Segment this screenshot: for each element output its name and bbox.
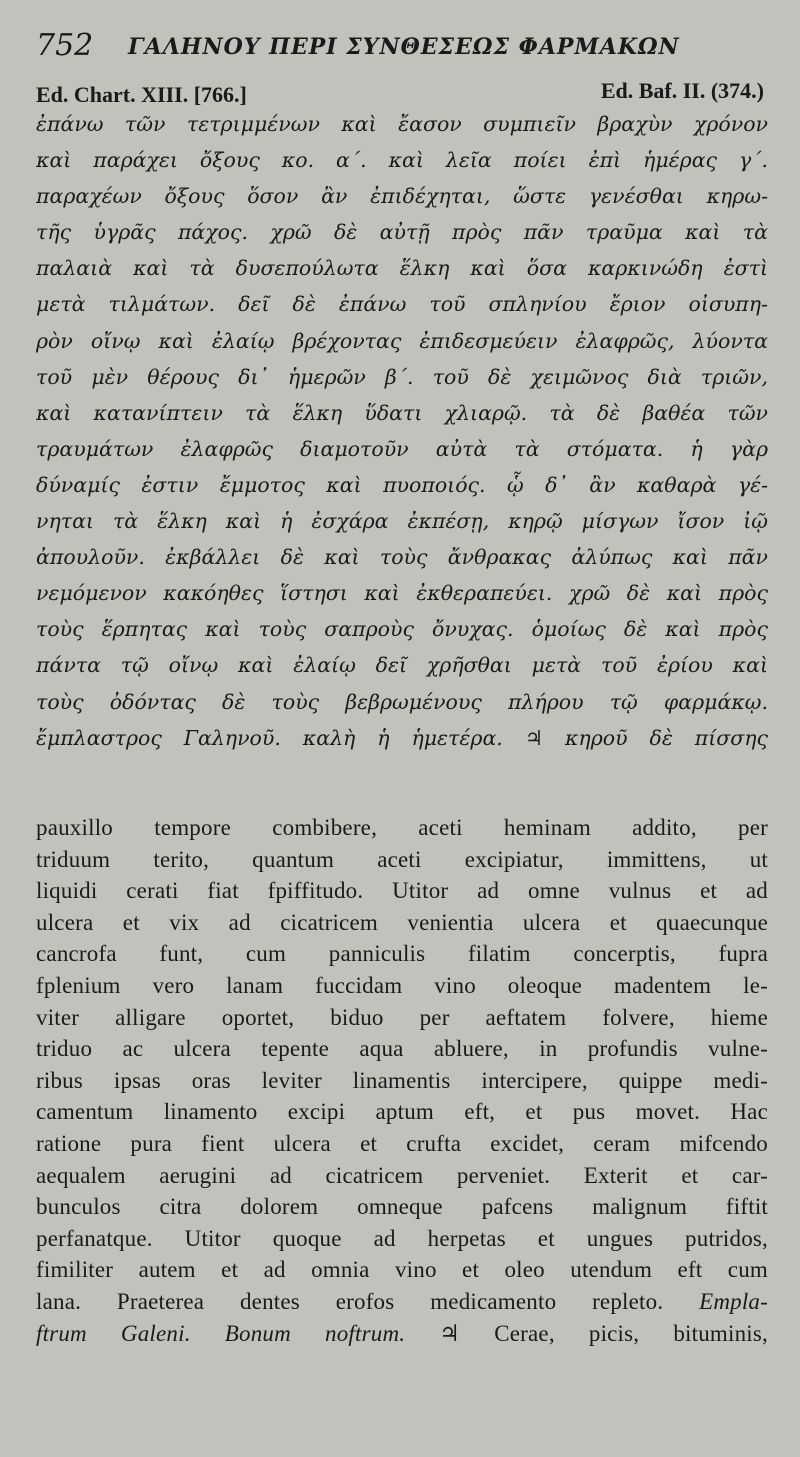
latin-text-segment: ulcera et vix ad cicatricem venientia ulcera et quaecunque [36, 909, 768, 935]
latin-text-segment: liquidi cerati fiat fpiffitudo. Utitor ad omne vulnus et ad [36, 878, 768, 904]
latin-text-line [36, 1223, 768, 1255]
latin-text-segment: triduo ac ulcera tepente aqua abluere, in profundis vulne- [36, 1036, 768, 1062]
latin-text-line [36, 844, 768, 876]
greek-text-line: τῆς ὑγρᾶς πάχος. χρῶ δὲ αὐτῇ πρὸς πᾶν τραῦμα καὶ τὰ [36, 220, 768, 245]
latin-text-line [36, 970, 768, 1002]
latin-italic-heading: ftrum Galeni. Bonum noftrum. [36, 1320, 406, 1346]
greek-text-line: παραχέων ὄξους ὅσον ἂν ἐπιδέχηται, ὥστε γενέσθαι κηρω- [36, 184, 768, 209]
latin-text-line [36, 907, 768, 939]
latin-text-segment: triduum terito, quantum aceti excipiatur, immittens, ut [36, 846, 768, 872]
latin-text-segment: camentum linamento excipi aptum eft, et pus movet. Hac [36, 1099, 768, 1125]
latin-text-line [36, 1033, 768, 1065]
greek-text-line: καὶ παράχει ὄξους κο. α΄. καὶ λεῖα ποίει ἐπὶ ἡμέρας γ΄. [36, 148, 768, 173]
latin-recipe-start: ♃ Cerae, picis, bituminis, [439, 1320, 768, 1346]
latin-text-line [36, 875, 768, 907]
latin-text-segment: aequalem aerugini ad cicatricem perveniet. Exterit et car- [36, 1162, 768, 1188]
latin-text-line [36, 1128, 768, 1160]
latin-text-line [36, 1002, 768, 1034]
greek-text-line: ρὸν οἴνῳ καὶ ἐλαίῳ βρέχοντας ἐπιδεσμεύειν ἐλαφρῶς, λύοντα [36, 328, 768, 353]
latin-text-line [36, 1160, 768, 1192]
greek-text-line: τοὺς ὀδόντας δὲ τοὺς βεβρωμένους πλήρου τῷ φαρμάκῳ. [36, 689, 768, 714]
greek-text-line: πάντα τῷ οἴνῳ καὶ ἐλαίῳ δεῖ χρῆσθαι μετὰ τοῦ ἐρίου καὶ [36, 653, 768, 678]
latin-text-segment: cancrofa funt, cum panniculis filatim concerptis, fupra [36, 941, 768, 967]
latin-text-line [36, 1096, 768, 1128]
latin-text-block [36, 812, 768, 1349]
latin-text-line [36, 1191, 768, 1223]
greek-text-line: τοὺς ἕρπητας καὶ τοὺς σαπροὺς ὄνυχας. ὁμοίως δὲ καὶ πρὸς [36, 617, 768, 642]
latin-italic-heading: Empla- [699, 1288, 768, 1314]
running-title: ΓΑΛΗΝΟΥ ΠΕΡΙ ΣΥΝΘΕΣΕΩΣ ΦΑΡΜΑΚΩΝ [128, 34, 680, 60]
greek-text-line: δύναμίς ἐστιν ἔμμοτος καὶ πυοποιός. ᾧ δ᾽ ἂν καθαρὰ γέ- [36, 472, 768, 497]
latin-text-segment: fplenium vero lanam fuccidam vino oleoque madentem le- [36, 972, 768, 998]
greek-text-line: καὶ κατανίπτειν τὰ ἕλκη ὕδατι χλιαρῷ. τὰ δὲ βαθέα τῶν [36, 400, 768, 425]
greek-text-line: νεμόμενον κακόηθες ἵστησι καὶ ἐκθεραπεύει. χρῶ δὲ καὶ πρὸς [36, 581, 768, 606]
latin-text-segment: viter alligare oportet, biduo per aeftatem folvere, hieme [36, 1004, 768, 1030]
latin-text-segment: lana. Praeterea dentes erofos medicamento repleto. [36, 1288, 664, 1314]
latin-text-line [36, 1286, 768, 1318]
latin-text-segment: bunculos citra dolorem omneque pafcens malignum fiftit [36, 1194, 768, 1220]
greek-text-line: παλαιὰ καὶ τὰ δυσεπούλωτα ἕλκη καὶ ὅσα καρκινώδη ἐστὶ [36, 256, 768, 281]
latin-text-segment: ribus ipsas oras leviter linamentis intercipere, quippe medi- [36, 1067, 768, 1093]
latin-text-segment: ratione pura fient ulcera et crufta excidet, ceram mifcendo [36, 1130, 768, 1156]
edition-reference-right: Ed. Baf. II. (374.) [600, 78, 764, 103]
latin-text-segment: pauxillo tempore combibere, aceti heminam addito, per [36, 815, 768, 840]
latin-text-segment: perfanatque. Utitor quoque ad herpetas et ungues putridos, [36, 1225, 768, 1251]
greek-text-line: τραυμάτων ἐλαφρῶς διαμοτοῦν αὐτὰ τὰ στόματα. ἡ γὰρ [36, 436, 768, 461]
latin-text-line [36, 1065, 768, 1097]
greek-text-line: ἔμπλαστρος Γαληνοῦ. καλὴ ἡ ἡμετέρα. ♃ κηροῦ δὲ πίσσης [36, 725, 768, 750]
greek-text-line: ἐπάνω τῶν τετριμμένων καὶ ἔασον συμπιεῖν βραχὺν χρόνον [36, 112, 768, 136]
latin-text-line [36, 1318, 768, 1350]
greek-text-line: νηται τὰ ἕλκη καὶ ἡ ἐσχάρα ἐκπέσῃ, κηρῷ μίσγων ἴσον ἰῷ [36, 509, 768, 534]
latin-text-segment: fimiliter autem et ad omnia vino et oleo utendum eft cum [36, 1257, 768, 1283]
edition-reference-left: Ed. Chart. XIII. [766.] [36, 82, 247, 107]
latin-text-line [36, 812, 768, 844]
greek-text-line: ἀπουλοῦν. ἐκβάλλει δὲ καὶ τοὺς ἄνθρακας ἀλύπως καὶ πᾶν [36, 545, 768, 570]
latin-text-line [36, 1254, 768, 1286]
greek-text-line: τοῦ μὲν θέρους δι᾽ ἡμερῶν β΄. τοῦ δὲ χειμῶνος διὰ τριῶν, [36, 364, 768, 389]
greek-text-block [36, 106, 768, 756]
greek-text-line: μετὰ τιλμάτων. δεῖ δὲ ἐπάνω τοῦ σπληνίου ἔριον οἰσυπη- [36, 292, 768, 317]
latin-text-line [36, 938, 768, 970]
page-number: 752 [36, 28, 94, 63]
